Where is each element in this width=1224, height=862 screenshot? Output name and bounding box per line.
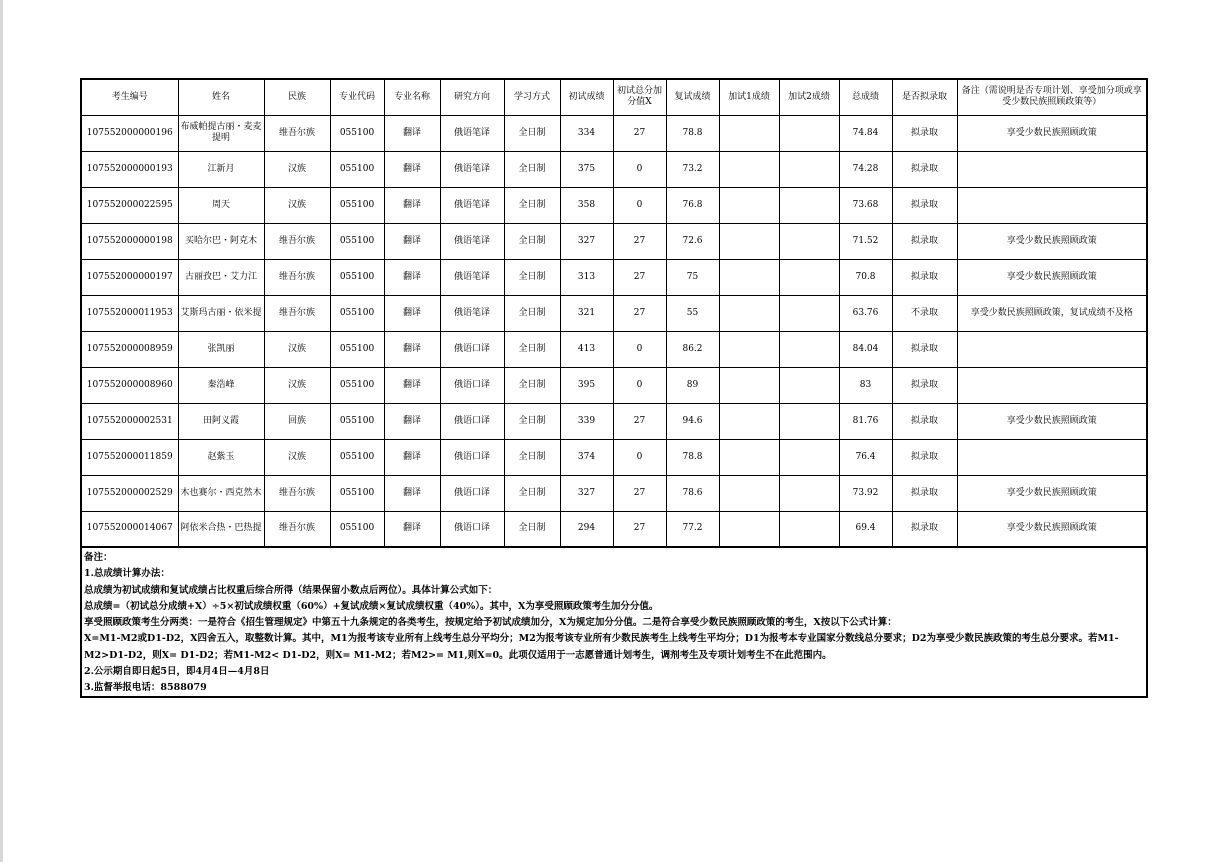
major-code-cell: 055100 xyxy=(330,259,384,295)
extra-test-2-cell xyxy=(779,331,839,367)
table-row xyxy=(81,295,1147,331)
bonus-x-cell: 0 xyxy=(613,331,666,367)
retest-score-cell: 76.8 xyxy=(666,187,719,223)
study-mode-cell: 全日制 xyxy=(504,439,560,475)
ethnicity-cell: 汉族 xyxy=(264,331,330,367)
exam-id-cell: 107552000008960 xyxy=(81,367,178,403)
col-header-major-name: 专业名称 xyxy=(384,79,440,115)
col-header-retest-score: 复试成绩 xyxy=(666,79,719,115)
note-item-phone: 3.监督举报电话：8588079 xyxy=(84,682,207,694)
ethnicity-cell: 回族 xyxy=(264,403,330,439)
col-header-bonus-x: 初试总分加分值X xyxy=(613,79,666,115)
name-cell: 艾斯玛古丽・依米提 xyxy=(178,295,264,331)
study-mode-cell: 全日制 xyxy=(504,511,560,547)
name-cell: 买哈尔巴・阿克木 xyxy=(178,223,264,259)
bonus-x-cell: 27 xyxy=(613,295,666,331)
study-mode-cell: 全日制 xyxy=(504,295,560,331)
name-cell: 木也赛尔・西克然木 xyxy=(178,475,264,511)
remarks-cell xyxy=(957,187,1147,223)
major-code-cell: 055100 xyxy=(330,331,384,367)
major-name-cell: 翻译 xyxy=(384,187,440,223)
major-name-cell: 翻译 xyxy=(384,439,440,475)
research-direction-cell: 俄语口译 xyxy=(440,511,504,547)
name-cell: 赵紫玉 xyxy=(178,439,264,475)
initial-score-cell: 339 xyxy=(560,403,613,439)
research-direction-cell: 俄语笔译 xyxy=(440,151,504,187)
remarks-cell: 享受少数民族照顾政策 xyxy=(957,403,1147,439)
retest-score-cell: 75 xyxy=(666,259,719,295)
initial-score-cell: 321 xyxy=(560,295,613,331)
bonus-x-cell: 0 xyxy=(613,187,666,223)
bonus-x-cell: 27 xyxy=(613,223,666,259)
table-row xyxy=(81,151,1147,187)
remarks-cell xyxy=(957,151,1147,187)
table-header-row xyxy=(81,79,1147,115)
study-mode-cell: 全日制 xyxy=(504,223,560,259)
total-score-cell: 73.68 xyxy=(839,187,892,223)
remarks-cell: 享受少数民族照顾政策 xyxy=(957,259,1147,295)
admission-cell: 拟录取 xyxy=(892,223,957,259)
major-code-cell: 055100 xyxy=(330,223,384,259)
study-mode-cell: 全日制 xyxy=(504,403,560,439)
major-name-cell: 翻译 xyxy=(384,331,440,367)
admission-cell: 拟录取 xyxy=(892,331,957,367)
bonus-x-cell: 27 xyxy=(613,115,666,151)
research-direction-cell: 俄语口译 xyxy=(440,367,504,403)
bonus-x-cell: 27 xyxy=(613,511,666,547)
extra-test-1-cell xyxy=(719,115,779,151)
notes-section xyxy=(80,546,1148,698)
col-header-admission: 是否拟录取 xyxy=(892,79,957,115)
admission-cell: 拟录取 xyxy=(892,403,957,439)
major-code-cell: 055100 xyxy=(330,439,384,475)
exam-id-cell: 107552000011953 xyxy=(81,295,178,331)
col-header-exam-id: 考生编号 xyxy=(81,79,178,115)
total-score-cell: 63.76 xyxy=(839,295,892,331)
exam-id-cell: 107552000000198 xyxy=(81,223,178,259)
study-mode-cell: 全日制 xyxy=(504,331,560,367)
admission-score-table xyxy=(80,78,1148,548)
table-row xyxy=(81,439,1147,475)
bonus-x-cell: 27 xyxy=(613,259,666,295)
name-cell: 布威帕提古丽・麦麦提明 xyxy=(178,115,264,151)
total-score-cell: 73.92 xyxy=(839,475,892,511)
remarks-cell xyxy=(957,367,1147,403)
research-direction-cell: 俄语口译 xyxy=(440,331,504,367)
initial-score-cell: 358 xyxy=(560,187,613,223)
admission-cell: 拟录取 xyxy=(892,511,957,547)
extra-test-1-cell xyxy=(719,151,779,187)
extra-test-1-cell xyxy=(719,259,779,295)
extra-test-1-cell xyxy=(719,403,779,439)
remarks-cell: 享受少数民族照顾政策，复试成绩不及格 xyxy=(957,295,1147,331)
exam-id-cell: 107552000011859 xyxy=(81,439,178,475)
table-row xyxy=(81,367,1147,403)
initial-score-cell: 413 xyxy=(560,331,613,367)
extra-test-1-cell xyxy=(719,475,779,511)
table-row xyxy=(81,187,1147,223)
research-direction-cell: 俄语口译 xyxy=(440,403,504,439)
col-header-extra-test-1: 加试1成绩 xyxy=(719,79,779,115)
retest-score-cell: 78.8 xyxy=(666,439,719,475)
extra-test-2-cell xyxy=(779,223,839,259)
total-score-cell: 83 xyxy=(839,367,892,403)
admission-cell: 拟录取 xyxy=(892,439,957,475)
col-header-extra-test-2: 加试2成绩 xyxy=(779,79,839,115)
major-code-cell: 055100 xyxy=(330,367,384,403)
note-item-policy: 享受照顾政策考生分两类：一是符合《招生管理规定》中第五十九条规定的各类考生，按规定给予初试成绩加分，X为规定加分分值。二是符合享受少数民族照顾政策的考生，X按以下公式计算： xyxy=(84,617,897,629)
extra-test-1-cell xyxy=(719,223,779,259)
admission-cell: 拟录取 xyxy=(892,259,957,295)
initial-score-cell: 375 xyxy=(560,151,613,187)
retest-score-cell: 78.8 xyxy=(666,115,719,151)
retest-score-cell: 86.2 xyxy=(666,331,719,367)
initial-score-cell: 327 xyxy=(560,475,613,511)
table-row xyxy=(81,511,1147,547)
admission-cell: 拟录取 xyxy=(892,475,957,511)
retest-score-cell: 55 xyxy=(666,295,719,331)
remarks-cell: 享受少数民族照顾政策 xyxy=(957,475,1147,511)
initial-score-cell: 374 xyxy=(560,439,613,475)
extra-test-2-cell xyxy=(779,475,839,511)
exam-id-cell: 107552000002529 xyxy=(81,475,178,511)
ethnicity-cell: 维吾尔族 xyxy=(264,475,330,511)
extra-test-1-cell xyxy=(719,439,779,475)
research-direction-cell: 俄语口译 xyxy=(440,475,504,511)
note-item-x-calc: X=M1-M2或D1-D2，X四舍五入，取整数计算。其中，M1为报考该专业所有上线考生总分平均分；M2为报考该专业所有少数民族考生上线考生平均分；D1为报考本专业国家分数线总分要求；D2为享受少数民族政策的考生总分要求。若M1-M2>D1-D2，则X= D1-D2；若M1-M2< D1-D2，则X= M1-M2；若M2>= M1,则X=0。此项仅适用于一志愿普通计划考生，调剂考生及专项计划考生不在此范围内。 xyxy=(84,633,1119,661)
table-row xyxy=(81,115,1147,151)
major-code-cell: 055100 xyxy=(330,511,384,547)
ethnicity-cell: 汉族 xyxy=(264,367,330,403)
major-code-cell: 055100 xyxy=(330,151,384,187)
admission-cell: 拟录取 xyxy=(892,187,957,223)
remarks-cell: 享受少数民族照顾政策 xyxy=(957,115,1147,151)
study-mode-cell: 全日制 xyxy=(504,367,560,403)
total-score-cell: 70.8 xyxy=(839,259,892,295)
major-name-cell: 翻译 xyxy=(384,115,440,151)
bonus-x-cell: 27 xyxy=(613,403,666,439)
col-header-initial-score: 初试成绩 xyxy=(560,79,613,115)
research-direction-cell: 俄语口译 xyxy=(440,439,504,475)
extra-test-1-cell xyxy=(719,367,779,403)
name-cell: 江新月 xyxy=(178,151,264,187)
exam-id-cell: 107552000000197 xyxy=(81,259,178,295)
table-row xyxy=(81,259,1147,295)
table-row xyxy=(81,331,1147,367)
ethnicity-cell: 维吾尔族 xyxy=(264,223,330,259)
extra-test-1-cell xyxy=(719,511,779,547)
extra-test-2-cell xyxy=(779,403,839,439)
major-name-cell: 翻译 xyxy=(384,295,440,331)
col-header-name: 姓名 xyxy=(178,79,264,115)
total-score-cell: 84.04 xyxy=(839,331,892,367)
name-cell: 张凯丽 xyxy=(178,331,264,367)
bonus-x-cell: 0 xyxy=(613,367,666,403)
major-name-cell: 翻译 xyxy=(384,403,440,439)
research-direction-cell: 俄语笔译 xyxy=(440,223,504,259)
notes-title: 备注： xyxy=(84,552,113,563)
ethnicity-cell: 汉族 xyxy=(264,439,330,475)
extra-test-2-cell xyxy=(779,295,839,331)
extra-test-2-cell xyxy=(779,151,839,187)
major-code-cell: 055100 xyxy=(330,403,384,439)
total-score-cell: 76.4 xyxy=(839,439,892,475)
extra-test-2-cell xyxy=(779,367,839,403)
exam-id-cell: 107552000014067 xyxy=(81,511,178,547)
total-score-cell: 69.4 xyxy=(839,511,892,547)
extra-test-2-cell xyxy=(779,511,839,547)
initial-score-cell: 327 xyxy=(560,223,613,259)
study-mode-cell: 全日制 xyxy=(504,259,560,295)
retest-score-cell: 94.6 xyxy=(666,403,719,439)
bonus-x-cell: 0 xyxy=(613,151,666,187)
initial-score-cell: 334 xyxy=(560,115,613,151)
ethnicity-cell: 维吾尔族 xyxy=(264,259,330,295)
major-name-cell: 翻译 xyxy=(384,475,440,511)
admission-cell: 拟录取 xyxy=(892,115,957,151)
extra-test-1-cell xyxy=(719,295,779,331)
table-row xyxy=(81,223,1147,259)
study-mode-cell: 全日制 xyxy=(504,475,560,511)
extra-test-2-cell xyxy=(779,115,839,151)
exam-id-cell: 107552000008959 xyxy=(81,331,178,367)
admission-cell: 不录取 xyxy=(892,295,957,331)
remarks-cell: 享受少数民族照顾政策 xyxy=(957,511,1147,547)
research-direction-cell: 俄语笔译 xyxy=(440,115,504,151)
table-row xyxy=(81,403,1147,439)
exam-id-cell: 107552000000193 xyxy=(81,151,178,187)
total-score-cell: 74.84 xyxy=(839,115,892,151)
note-item-calc-desc: 总成绩为初试成绩和复试成绩占比权重后综合所得（结果保留小数点后两位）。具体计算公式如下： xyxy=(84,584,498,596)
name-cell: 田阿义霞 xyxy=(178,403,264,439)
admission-cell: 拟录取 xyxy=(892,151,957,187)
major-name-cell: 翻译 xyxy=(384,367,440,403)
exam-id-cell: 107552000000196 xyxy=(81,115,178,151)
extra-test-2-cell xyxy=(779,187,839,223)
table-body xyxy=(81,115,1147,547)
retest-score-cell: 89 xyxy=(666,367,719,403)
page-edge xyxy=(0,0,3,862)
exam-id-cell: 107552000022595 xyxy=(81,187,178,223)
col-header-study-mode: 学习方式 xyxy=(504,79,560,115)
ethnicity-cell: 汉族 xyxy=(264,151,330,187)
extra-test-1-cell xyxy=(719,187,779,223)
study-mode-cell: 全日制 xyxy=(504,151,560,187)
extra-test-2-cell xyxy=(779,439,839,475)
exam-id-cell: 107552000002531 xyxy=(81,403,178,439)
total-score-cell: 81.76 xyxy=(839,403,892,439)
name-cell: 阿依米合热・巴热提 xyxy=(178,511,264,547)
col-header-ethnicity: 民族 xyxy=(264,79,330,115)
remarks-cell xyxy=(957,439,1147,475)
ethnicity-cell: 维吾尔族 xyxy=(264,115,330,151)
initial-score-cell: 313 xyxy=(560,259,613,295)
initial-score-cell: 395 xyxy=(560,367,613,403)
remarks-cell: 享受少数民族照顾政策 xyxy=(957,223,1147,259)
remarks-cell xyxy=(957,331,1147,367)
major-name-cell: 翻译 xyxy=(384,151,440,187)
initial-score-cell: 294 xyxy=(560,511,613,547)
ethnicity-cell: 汉族 xyxy=(264,187,330,223)
col-header-remarks: 备注（需说明是否专项计划、享受加分项或享受少数民族照顾政策等） xyxy=(957,79,1147,115)
major-name-cell: 翻译 xyxy=(384,223,440,259)
col-header-major-code: 专业代码 xyxy=(330,79,384,115)
ethnicity-cell: 维吾尔族 xyxy=(264,295,330,331)
retest-score-cell: 78.6 xyxy=(666,475,719,511)
col-header-research-direction: 研究方向 xyxy=(440,79,504,115)
bonus-x-cell: 0 xyxy=(613,439,666,475)
retest-score-cell: 73.2 xyxy=(666,151,719,187)
name-cell: 古丽孜巴・艾力江 xyxy=(178,259,264,295)
extra-test-2-cell xyxy=(779,259,839,295)
col-header-total-score: 总成绩 xyxy=(839,79,892,115)
research-direction-cell: 俄语笔译 xyxy=(440,187,504,223)
retest-score-cell: 72.6 xyxy=(666,223,719,259)
study-mode-cell: 全日制 xyxy=(504,187,560,223)
note-item-public-period: 2.公示期自即日起5日，即4月4日—4月8日 xyxy=(84,666,270,678)
total-score-cell: 74.28 xyxy=(839,151,892,187)
major-code-cell: 055100 xyxy=(330,295,384,331)
research-direction-cell: 俄语笔译 xyxy=(440,259,504,295)
extra-test-1-cell xyxy=(719,331,779,367)
name-cell: 秦浩峰 xyxy=(178,367,264,403)
major-code-cell: 055100 xyxy=(330,115,384,151)
name-cell: 周天 xyxy=(178,187,264,223)
table-row xyxy=(81,475,1147,511)
major-name-cell: 翻译 xyxy=(384,259,440,295)
study-mode-cell: 全日制 xyxy=(504,115,560,151)
major-code-cell: 055100 xyxy=(330,475,384,511)
retest-score-cell: 77.2 xyxy=(666,511,719,547)
total-score-cell: 71.52 xyxy=(839,223,892,259)
research-direction-cell: 俄语笔译 xyxy=(440,295,504,331)
major-code-cell: 055100 xyxy=(330,187,384,223)
note-item-formula: 总成绩=（初试总分成绩+X）÷5×初试成绩权重（60%）+复试成绩×复试成绩权重（40%）。其中，X为享受照顾政策考生加分分值。 xyxy=(84,600,659,612)
ethnicity-cell: 维吾尔族 xyxy=(264,511,330,547)
admission-cell: 拟录取 xyxy=(892,367,957,403)
note-item-calc-title: 1.总成绩计算办法： xyxy=(84,568,170,580)
bonus-x-cell: 27 xyxy=(613,475,666,511)
major-name-cell: 翻译 xyxy=(384,511,440,547)
